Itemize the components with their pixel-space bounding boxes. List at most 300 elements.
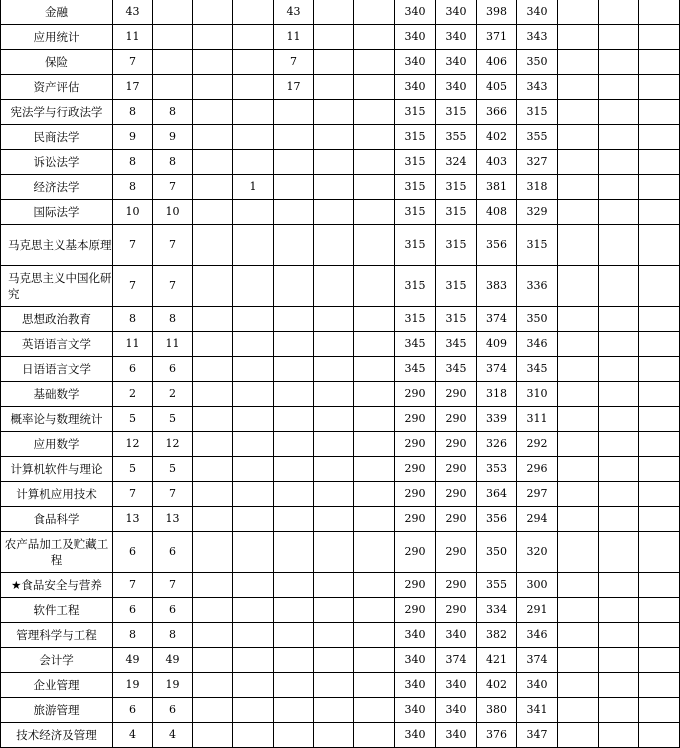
value-cell-col-11: 294 — [517, 507, 558, 532]
value-cell-col-3 — [193, 125, 233, 150]
value-cell-col-5 — [274, 673, 314, 698]
value-cell-col-3 — [193, 307, 233, 332]
value-cell-col-1: 7 — [113, 266, 153, 307]
value-cell-col-12 — [558, 457, 599, 482]
value-cell-col-3 — [193, 648, 233, 673]
value-cell-col-6 — [314, 698, 354, 723]
value-cell-col-10: 350 — [477, 532, 517, 573]
value-cell-col-1: 8 — [113, 623, 153, 648]
value-cell-col-2: 5 — [153, 457, 193, 482]
value-cell-col-6 — [314, 307, 354, 332]
value-cell-col-11: 300 — [517, 573, 558, 598]
value-cell-col-10: 356 — [477, 225, 517, 266]
value-cell-col-3 — [193, 150, 233, 175]
value-cell-col-8: 340 — [395, 698, 436, 723]
value-cell-col-11: 346 — [517, 332, 558, 357]
value-cell-col-2 — [153, 75, 193, 100]
value-cell-col-12 — [558, 100, 599, 125]
value-cell-col-9: 340 — [436, 0, 477, 25]
value-cell-col-10: 374 — [477, 357, 517, 382]
value-cell-col-5 — [274, 125, 314, 150]
value-cell-col-11: 296 — [517, 457, 558, 482]
value-cell-col-7 — [354, 25, 395, 50]
value-cell-col-7 — [354, 482, 395, 507]
value-cell-col-6 — [314, 507, 354, 532]
value-cell-col-4 — [233, 357, 274, 382]
value-cell-col-6 — [314, 150, 354, 175]
table-row — [1, 357, 680, 382]
value-cell-col-11: 345 — [517, 357, 558, 382]
value-cell-col-14 — [639, 382, 680, 407]
major-name-cell: 概率论与数理统计 — [1, 407, 113, 432]
value-cell-col-14 — [639, 698, 680, 723]
value-cell-col-14 — [639, 266, 680, 307]
value-cell-col-3 — [193, 50, 233, 75]
value-cell-col-1: 43 — [113, 0, 153, 25]
value-cell-col-1: 7 — [113, 482, 153, 507]
value-cell-col-13 — [599, 382, 639, 407]
value-cell-col-6 — [314, 532, 354, 573]
major-name-cell: 日语语言文学 — [1, 357, 113, 382]
value-cell-col-11: 311 — [517, 407, 558, 432]
value-cell-col-8: 340 — [395, 0, 436, 25]
value-cell-col-8: 340 — [395, 673, 436, 698]
value-cell-col-12 — [558, 125, 599, 150]
value-cell-col-2: 10 — [153, 200, 193, 225]
table-row — [1, 25, 680, 50]
value-cell-col-1: 6 — [113, 357, 153, 382]
value-cell-col-2 — [153, 25, 193, 50]
value-cell-col-14 — [639, 407, 680, 432]
value-cell-col-3 — [193, 598, 233, 623]
value-cell-col-4 — [233, 200, 274, 225]
value-cell-col-12 — [558, 75, 599, 100]
value-cell-col-10: 383 — [477, 266, 517, 307]
value-cell-col-10: 339 — [477, 407, 517, 432]
value-cell-col-3 — [193, 623, 233, 648]
table-row — [1, 457, 680, 482]
value-cell-col-2: 8 — [153, 307, 193, 332]
value-cell-col-5 — [274, 698, 314, 723]
value-cell-col-3 — [193, 0, 233, 25]
value-cell-col-1: 9 — [113, 125, 153, 150]
value-cell-col-4 — [233, 75, 274, 100]
major-name-cell: 技术经济及管理 — [1, 723, 113, 748]
table-row — [1, 723, 680, 748]
major-name-cell: 管理科学与工程 — [1, 623, 113, 648]
value-cell-col-4 — [233, 432, 274, 457]
value-cell-col-8: 290 — [395, 573, 436, 598]
value-cell-col-14 — [639, 175, 680, 200]
value-cell-col-10: 355 — [477, 573, 517, 598]
value-cell-col-13 — [599, 225, 639, 266]
value-cell-col-5 — [274, 507, 314, 532]
value-cell-col-10: 398 — [477, 0, 517, 25]
value-cell-col-9: 340 — [436, 75, 477, 100]
value-cell-col-13 — [599, 573, 639, 598]
value-cell-col-13 — [599, 266, 639, 307]
major-name-cell: 软件工程 — [1, 598, 113, 623]
value-cell-col-12 — [558, 225, 599, 266]
value-cell-col-11: 355 — [517, 125, 558, 150]
value-cell-col-4 — [233, 307, 274, 332]
value-cell-col-7 — [354, 332, 395, 357]
value-cell-col-8: 315 — [395, 266, 436, 307]
value-cell-col-7 — [354, 507, 395, 532]
value-cell-col-8: 345 — [395, 332, 436, 357]
major-name-cell: 经济法学 — [1, 175, 113, 200]
value-cell-col-12 — [558, 648, 599, 673]
value-cell-col-1: 7 — [113, 225, 153, 266]
table-row — [1, 623, 680, 648]
value-cell-col-10: 326 — [477, 432, 517, 457]
value-cell-col-11: 336 — [517, 266, 558, 307]
value-cell-col-2 — [153, 0, 193, 25]
value-cell-col-3 — [193, 698, 233, 723]
value-cell-col-14 — [639, 673, 680, 698]
value-cell-col-5: 7 — [274, 50, 314, 75]
value-cell-col-6 — [314, 50, 354, 75]
value-cell-col-3 — [193, 723, 233, 748]
value-cell-col-4 — [233, 0, 274, 25]
value-cell-col-4 — [233, 507, 274, 532]
value-cell-col-3 — [193, 332, 233, 357]
value-cell-col-9: 340 — [436, 50, 477, 75]
major-name-cell: 诉讼法学 — [1, 150, 113, 175]
value-cell-col-9: 340 — [436, 673, 477, 698]
value-cell-col-5 — [274, 266, 314, 307]
value-cell-col-14 — [639, 532, 680, 573]
value-cell-col-5 — [274, 307, 314, 332]
value-cell-col-10: 371 — [477, 25, 517, 50]
table-row — [1, 50, 680, 75]
value-cell-col-12 — [558, 482, 599, 507]
table-row — [1, 200, 680, 225]
value-cell-col-8: 340 — [395, 75, 436, 100]
value-cell-col-11: 315 — [517, 100, 558, 125]
major-name-cell: ★食品安全与营养 — [1, 573, 113, 598]
value-cell-col-6 — [314, 125, 354, 150]
value-cell-col-11: 374 — [517, 648, 558, 673]
value-cell-col-11: 292 — [517, 432, 558, 457]
value-cell-col-11: 291 — [517, 598, 558, 623]
value-cell-col-12 — [558, 698, 599, 723]
value-cell-col-4 — [233, 723, 274, 748]
value-cell-col-4 — [233, 382, 274, 407]
value-cell-col-9: 345 — [436, 332, 477, 357]
value-cell-col-7 — [354, 225, 395, 266]
value-cell-col-14 — [639, 0, 680, 25]
value-cell-col-7 — [354, 266, 395, 307]
value-cell-col-12 — [558, 623, 599, 648]
value-cell-col-2: 2 — [153, 382, 193, 407]
major-name-cell: 金融 — [1, 0, 113, 25]
value-cell-col-11: 347 — [517, 723, 558, 748]
value-cell-col-7 — [354, 573, 395, 598]
value-cell-col-3 — [193, 482, 233, 507]
value-cell-col-11: 346 — [517, 623, 558, 648]
value-cell-col-2: 4 — [153, 723, 193, 748]
value-cell-col-4 — [233, 225, 274, 266]
value-cell-col-8: 290 — [395, 598, 436, 623]
value-cell-col-6 — [314, 100, 354, 125]
value-cell-col-1: 8 — [113, 307, 153, 332]
value-cell-col-8: 315 — [395, 125, 436, 150]
value-cell-col-14 — [639, 723, 680, 748]
value-cell-col-8: 345 — [395, 357, 436, 382]
value-cell-col-3 — [193, 100, 233, 125]
major-name-cell: 计算机软件与理论 — [1, 457, 113, 482]
value-cell-col-8: 315 — [395, 200, 436, 225]
value-cell-col-14 — [639, 75, 680, 100]
value-cell-col-7 — [354, 457, 395, 482]
value-cell-col-2: 11 — [153, 332, 193, 357]
value-cell-col-6 — [314, 382, 354, 407]
value-cell-col-5 — [274, 482, 314, 507]
value-cell-col-9: 315 — [436, 307, 477, 332]
value-cell-col-10: 405 — [477, 75, 517, 100]
table-row — [1, 175, 680, 200]
major-name-cell: 马克思主义中国化研究 — [1, 266, 113, 307]
value-cell-col-12 — [558, 598, 599, 623]
major-name-cell: 计算机应用技术 — [1, 482, 113, 507]
value-cell-col-2: 7 — [153, 482, 193, 507]
value-cell-col-9: 290 — [436, 598, 477, 623]
value-cell-col-2: 6 — [153, 357, 193, 382]
value-cell-col-9: 340 — [436, 698, 477, 723]
value-cell-col-9: 355 — [436, 125, 477, 150]
value-cell-col-14 — [639, 225, 680, 266]
value-cell-col-12 — [558, 432, 599, 457]
value-cell-col-8: 290 — [395, 457, 436, 482]
value-cell-col-6 — [314, 457, 354, 482]
table-row — [1, 307, 680, 332]
value-cell-col-11: 340 — [517, 0, 558, 25]
value-cell-col-1: 8 — [113, 150, 153, 175]
value-cell-col-4: 1 — [233, 175, 274, 200]
table-row — [1, 598, 680, 623]
major-name-cell: 宪法学与行政法学 — [1, 100, 113, 125]
value-cell-col-7 — [354, 100, 395, 125]
table-row — [1, 0, 680, 25]
value-cell-col-13 — [599, 125, 639, 150]
value-cell-col-1: 6 — [113, 698, 153, 723]
value-cell-col-8: 290 — [395, 482, 436, 507]
value-cell-col-3 — [193, 532, 233, 573]
value-cell-col-3 — [193, 407, 233, 432]
value-cell-col-7 — [354, 0, 395, 25]
value-cell-col-5 — [274, 407, 314, 432]
value-cell-col-3 — [193, 673, 233, 698]
value-cell-col-9: 324 — [436, 150, 477, 175]
value-cell-col-13 — [599, 648, 639, 673]
value-cell-col-9: 290 — [436, 407, 477, 432]
value-cell-col-12 — [558, 357, 599, 382]
value-cell-col-14 — [639, 623, 680, 648]
value-cell-col-1: 10 — [113, 200, 153, 225]
value-cell-col-8: 290 — [395, 382, 436, 407]
value-cell-col-7 — [354, 200, 395, 225]
value-cell-col-7 — [354, 357, 395, 382]
value-cell-col-1: 11 — [113, 25, 153, 50]
value-cell-col-14 — [639, 332, 680, 357]
value-cell-col-3 — [193, 382, 233, 407]
table-row — [1, 407, 680, 432]
value-cell-col-11: 310 — [517, 382, 558, 407]
value-cell-col-11: 297 — [517, 482, 558, 507]
value-cell-col-10: 381 — [477, 175, 517, 200]
value-cell-col-5: 17 — [274, 75, 314, 100]
table-row — [1, 332, 680, 357]
value-cell-col-1: 5 — [113, 457, 153, 482]
major-name-cell: 应用数学 — [1, 432, 113, 457]
value-cell-col-3 — [193, 225, 233, 266]
value-cell-col-1: 8 — [113, 175, 153, 200]
value-cell-col-13 — [599, 150, 639, 175]
table-row — [1, 266, 680, 307]
value-cell-col-1: 7 — [113, 50, 153, 75]
value-cell-col-9: 290 — [436, 482, 477, 507]
value-cell-col-9: 290 — [436, 382, 477, 407]
value-cell-col-10: 380 — [477, 698, 517, 723]
value-cell-col-10: 403 — [477, 150, 517, 175]
value-cell-col-13 — [599, 357, 639, 382]
value-cell-col-2: 7 — [153, 266, 193, 307]
value-cell-col-4 — [233, 332, 274, 357]
value-cell-col-14 — [639, 200, 680, 225]
value-cell-col-11: 315 — [517, 225, 558, 266]
value-cell-col-14 — [639, 573, 680, 598]
value-cell-col-7 — [354, 673, 395, 698]
value-cell-col-2: 13 — [153, 507, 193, 532]
value-cell-col-6 — [314, 200, 354, 225]
value-cell-col-2: 6 — [153, 598, 193, 623]
value-cell-col-4 — [233, 673, 274, 698]
value-cell-col-5 — [274, 432, 314, 457]
major-name-cell: 资产评估 — [1, 75, 113, 100]
table-row — [1, 125, 680, 150]
value-cell-col-7 — [354, 698, 395, 723]
value-cell-col-5 — [274, 100, 314, 125]
value-cell-col-10: 406 — [477, 50, 517, 75]
value-cell-col-4 — [233, 457, 274, 482]
value-cell-col-2: 7 — [153, 573, 193, 598]
value-cell-col-6 — [314, 432, 354, 457]
value-cell-col-6 — [314, 482, 354, 507]
value-cell-col-5 — [274, 332, 314, 357]
value-cell-col-13 — [599, 698, 639, 723]
value-cell-col-6 — [314, 598, 354, 623]
value-cell-col-10: 353 — [477, 457, 517, 482]
value-cell-col-8: 340 — [395, 648, 436, 673]
value-cell-col-11: 341 — [517, 698, 558, 723]
value-cell-col-3 — [193, 175, 233, 200]
value-cell-col-1: 5 — [113, 407, 153, 432]
value-cell-col-12 — [558, 50, 599, 75]
value-cell-col-5: 43 — [274, 0, 314, 25]
value-cell-col-5 — [274, 573, 314, 598]
value-cell-col-8: 315 — [395, 175, 436, 200]
value-cell-col-9: 290 — [436, 573, 477, 598]
value-cell-col-3 — [193, 357, 233, 382]
value-cell-col-6 — [314, 75, 354, 100]
value-cell-col-7 — [354, 598, 395, 623]
value-cell-col-10: 421 — [477, 648, 517, 673]
value-cell-col-5: 11 — [274, 25, 314, 50]
value-cell-col-10: 366 — [477, 100, 517, 125]
value-cell-col-1: 12 — [113, 432, 153, 457]
value-cell-col-14 — [639, 598, 680, 623]
value-cell-col-4 — [233, 573, 274, 598]
table-row — [1, 75, 680, 100]
value-cell-col-13 — [599, 75, 639, 100]
value-cell-col-5 — [274, 175, 314, 200]
value-cell-col-1: 19 — [113, 673, 153, 698]
value-cell-col-9: 315 — [436, 200, 477, 225]
value-cell-col-6 — [314, 175, 354, 200]
value-cell-col-9: 315 — [436, 266, 477, 307]
value-cell-col-14 — [639, 457, 680, 482]
value-cell-col-6 — [314, 225, 354, 266]
value-cell-col-13 — [599, 532, 639, 573]
value-cell-col-5 — [274, 723, 314, 748]
value-cell-col-3 — [193, 266, 233, 307]
value-cell-col-2: 8 — [153, 150, 193, 175]
value-cell-col-1: 4 — [113, 723, 153, 748]
value-cell-col-4 — [233, 648, 274, 673]
value-cell-col-9: 315 — [436, 175, 477, 200]
value-cell-col-5 — [274, 532, 314, 573]
value-cell-col-8: 315 — [395, 307, 436, 332]
value-cell-col-4 — [233, 50, 274, 75]
value-cell-col-7 — [354, 407, 395, 432]
value-cell-col-1: 49 — [113, 648, 153, 673]
value-cell-col-13 — [599, 432, 639, 457]
value-cell-col-6 — [314, 266, 354, 307]
value-cell-col-14 — [639, 150, 680, 175]
value-cell-col-14 — [639, 307, 680, 332]
value-cell-col-7 — [354, 125, 395, 150]
major-name-cell: 国际法学 — [1, 200, 113, 225]
value-cell-col-11: 329 — [517, 200, 558, 225]
value-cell-col-14 — [639, 25, 680, 50]
value-cell-col-3 — [193, 75, 233, 100]
value-cell-col-12 — [558, 573, 599, 598]
value-cell-col-12 — [558, 723, 599, 748]
value-cell-col-6 — [314, 648, 354, 673]
value-cell-col-12 — [558, 175, 599, 200]
value-cell-col-11: 343 — [517, 75, 558, 100]
value-cell-col-13 — [599, 50, 639, 75]
value-cell-col-5 — [274, 150, 314, 175]
value-cell-col-2: 5 — [153, 407, 193, 432]
value-cell-col-1: 6 — [113, 532, 153, 573]
value-cell-col-6 — [314, 723, 354, 748]
value-cell-col-14 — [639, 357, 680, 382]
value-cell-col-9: 315 — [436, 225, 477, 266]
value-cell-col-3 — [193, 457, 233, 482]
value-cell-col-10: 334 — [477, 598, 517, 623]
value-cell-col-1: 7 — [113, 573, 153, 598]
value-cell-col-14 — [639, 507, 680, 532]
value-cell-col-8: 340 — [395, 25, 436, 50]
value-cell-col-11: 340 — [517, 673, 558, 698]
value-cell-col-12 — [558, 266, 599, 307]
value-cell-col-10: 318 — [477, 382, 517, 407]
value-cell-col-1: 11 — [113, 332, 153, 357]
value-cell-col-1: 17 — [113, 75, 153, 100]
table-body — [1, 0, 680, 748]
